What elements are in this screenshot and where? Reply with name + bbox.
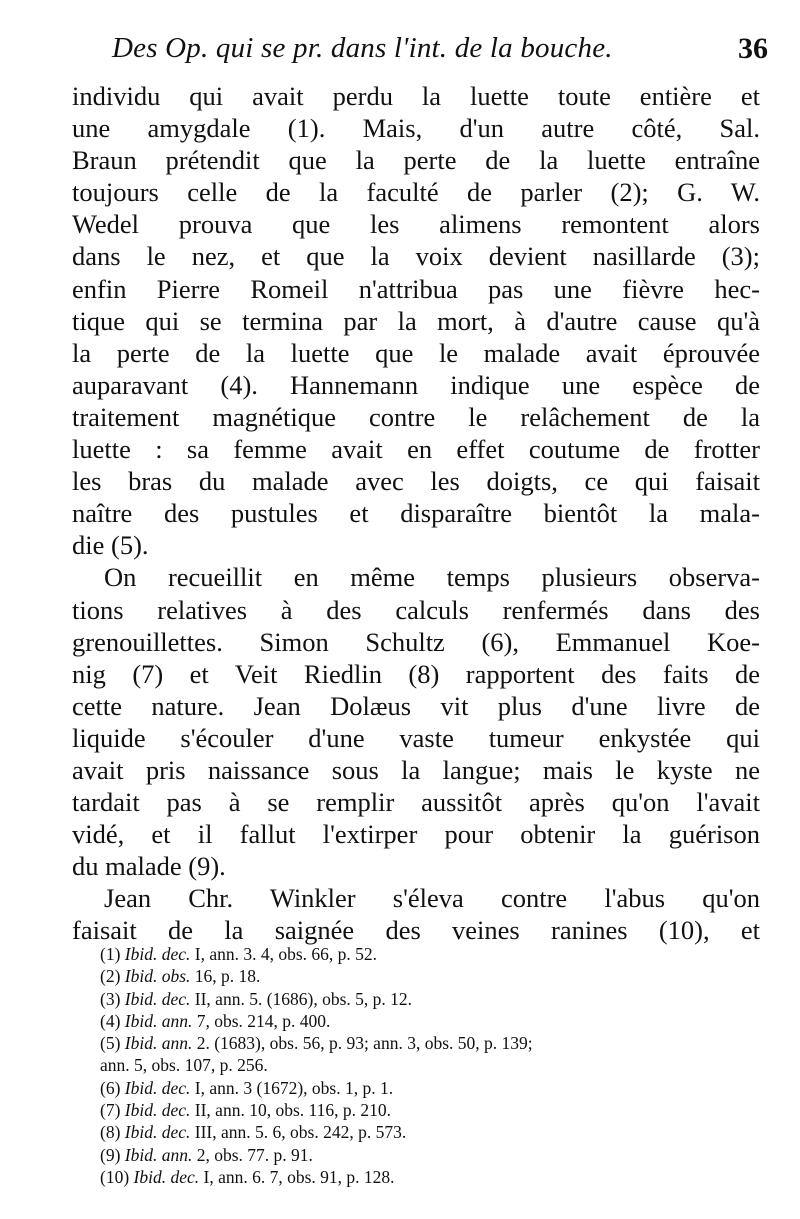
footnote-ref: Ibid. dec. [124,988,191,1009]
footnote-mark: (10) [100,1166,130,1187]
text-line: traitement magnétique contre le relâchement de la [72,401,760,432]
footnote [100,943,770,965]
footnote-mark: (8) [100,1122,121,1143]
footnote [100,1121,770,1143]
footnote-ref: Ibid. dec. [124,1077,191,1098]
text-line: vidé, et il fallut l'extirper pour obtenir la guérison [72,819,760,850]
text-line: tique qui se termina par la mort, à d'autre cause qu'à [72,305,760,336]
text-line: toujours celle de la faculté de parler (2); G. W. [72,177,760,208]
text-line: enfin Pierre Romeil n'attribua pas une fièvre hec- [72,273,760,304]
body-text [72,80,760,947]
text-line: dans le nez, et que la voix devient nasillarde (3); [72,241,760,272]
footnote-mark: (4) [100,1010,121,1031]
footnote-mark: (3) [100,988,121,1009]
text-line: cette nature. Jean Dolæus vit plus d'une livre de [72,690,760,721]
text-line: Wedel prouva que les alimens remontent alors [72,209,760,240]
text-line: la perte de la luette que le malade avait éprouvée [72,337,760,368]
footnote-ref: Ibid. dec. [124,944,191,964]
footnote [100,1144,770,1166]
footnote-text: ann. 5, obs. 107, p. 256. [100,1055,268,1076]
running-title: Des Op. qui se pr. dans l'int. de la bouche. [112,32,613,64]
page-header [0,32,768,78]
footnote-text: 2. (1683), obs. 56, p. 93; ann. 3, obs. 50, p. 139; [192,1033,533,1054]
text-line: grenouillettes. Simon Schultz (6), Emmanuel Koe- [72,626,760,657]
text-line: naître des pustules et disparaître bientôt la mala- [72,498,760,529]
footnote-text: 16, p. 18. [190,966,261,987]
footnote-ref: Ibid. ann. [124,1010,193,1031]
footnote-ref: Ibid. obs. [124,966,191,987]
footnote-text: I, ann. 3. 4, obs. 66, p. 52. [190,944,378,964]
text-line: die (5). [72,530,149,561]
footnote [100,1032,770,1054]
footnote-text: III, ann. 5. 6, obs. 242, p. 573. [190,1122,407,1143]
text-line: liquide s'écouler d'une vaste tumeur enkystée qui [72,722,760,753]
footnotes [100,943,770,1188]
text-line: une amygdale (1). Mais, d'un autre côté, Sal. [72,113,760,144]
footnote-mark: (9) [100,1144,121,1165]
text-line: individu qui avait perdu la luette toute entière et [72,81,760,111]
footnote-text: II, ann. 10, obs. 116, p. 210. [190,1100,391,1121]
footnote-ref: Ibid. ann. [124,1033,193,1054]
page-number: 36 [738,32,768,65]
footnote [100,1099,770,1121]
text-line: faisait de la saignée des veines ranines (10), et [72,915,760,946]
text-line: Braun prétendit que la perte de la luette entraîne [72,145,760,176]
footnote-text: I, ann. 3 (1672), obs. 1, p. 1. [190,1077,394,1098]
footnote-ref: Ibid. dec. [133,1166,200,1187]
footnote-ref: Ibid. dec. [124,1122,191,1143]
text-line: du malade (9). [72,851,226,882]
text-line: tions relatives à des calculs renfermés dans des [72,594,760,625]
footnote-mark: (1) [100,944,121,964]
footnote-text: I, ann. 6. 7, obs. 91, p. 128. [199,1166,395,1187]
footnote-text: II, ann. 5. (1686), obs. 5, p. 12. [190,988,413,1009]
footnote-mark: (7) [100,1100,121,1121]
footnote [100,988,770,1010]
footnote-mark: (5) [100,1033,121,1054]
footnote [100,1010,770,1032]
text-line: Jean Chr. Winkler s'éleva contre l'abus qu'on [104,883,760,914]
footnote-mark: (6) [100,1077,121,1098]
footnote-ref: Ibid. dec. [124,1100,191,1121]
text-line: les bras du malade avec les doigts, ce qui faisait [72,466,760,497]
text-line: luette : sa femme avait en effet coutume de frotter [72,434,760,465]
footnote-mark: (2) [100,966,121,987]
text-line: tardait pas à se remplir aussitôt après qu'on l'avait [72,787,760,818]
footnote [100,1166,770,1188]
footnote [100,1077,770,1099]
footnote-ref: Ibid. ann. [124,1144,193,1165]
footnote [100,965,770,987]
footnote-continuation [100,1054,770,1076]
footnote-text: 2, obs. 77. p. 91. [192,1144,313,1165]
text-line: avait pris naissance sous la langue; mais le kyste ne [72,754,760,785]
text-line: auparavant (4). Hannemann indique une espèce de [72,369,760,400]
text-line: nig (7) et Veit Riedlin (8) rapportent des faits de [72,658,760,689]
footnote-text: 7, obs. 214, p. 400. [192,1010,331,1031]
text-line: On recueillit en même temps plusieurs observa- [104,562,760,593]
